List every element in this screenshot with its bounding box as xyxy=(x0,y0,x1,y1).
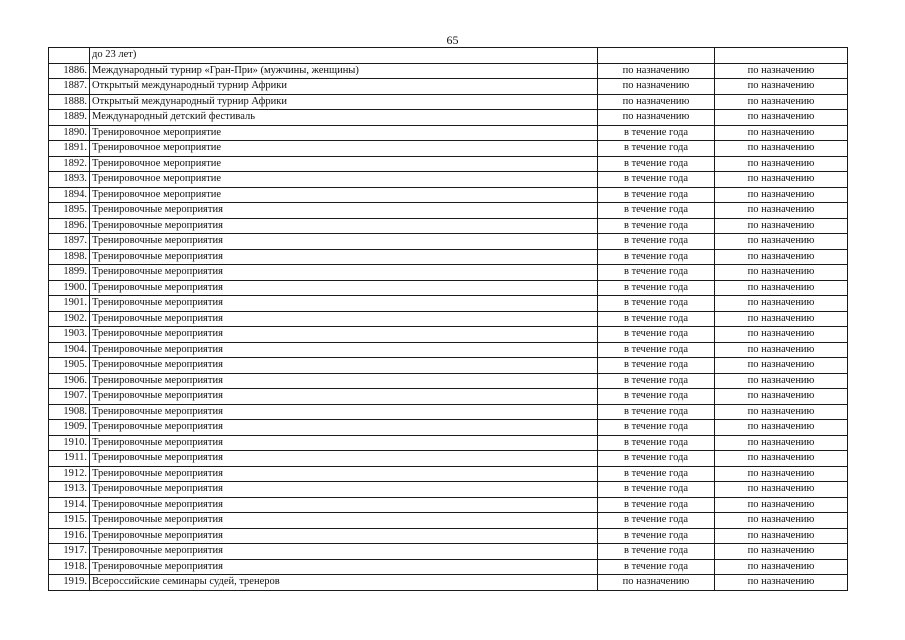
event-name-cell: Всероссийские семинары судей, тренеров xyxy=(90,575,598,591)
event-name-cell: Тренировочное мероприятие xyxy=(90,172,598,188)
event-name-cell: Международный детский фестиваль xyxy=(90,110,598,126)
row-number-cell: 1913. xyxy=(49,482,90,498)
row-number-cell: 1910. xyxy=(49,435,90,451)
event-place-cell: по назначению xyxy=(715,234,848,250)
event-name-cell: Тренировочные мероприятия xyxy=(90,435,598,451)
table-row xyxy=(49,544,848,560)
event-date-cell: в течение года xyxy=(598,358,715,374)
table-row xyxy=(49,249,848,265)
event-place-cell: по назначению xyxy=(715,79,848,95)
row-number-cell: 1903. xyxy=(49,327,90,343)
table-row xyxy=(49,575,848,591)
row-number-cell: 1889. xyxy=(49,110,90,126)
event-name-cell: Тренировочные мероприятия xyxy=(90,311,598,327)
event-place-cell: по назначению xyxy=(715,125,848,141)
event-name-cell: Международный турнир «Гран-При» (мужчины, женщины) xyxy=(90,63,598,79)
event-date-cell: по назначению xyxy=(598,575,715,591)
event-name-cell: Тренировочное мероприятие xyxy=(90,187,598,203)
table-row xyxy=(49,296,848,312)
event-date-cell: в течение года xyxy=(598,342,715,358)
row-number-cell: 1907. xyxy=(49,389,90,405)
event-date-cell: в течение года xyxy=(598,466,715,482)
event-place-cell: по назначению xyxy=(715,110,848,126)
row-number-cell: 1899. xyxy=(49,265,90,281)
event-date-cell: в течение года xyxy=(598,373,715,389)
row-number-cell: 1914. xyxy=(49,497,90,513)
event-date-cell: в течение года xyxy=(598,513,715,529)
table-row xyxy=(49,218,848,234)
event-name-cell: Тренировочные мероприятия xyxy=(90,327,598,343)
event-place-cell: по назначению xyxy=(715,482,848,498)
row-number-cell: 1916. xyxy=(49,528,90,544)
table-row xyxy=(49,373,848,389)
table-row xyxy=(49,327,848,343)
event-name-cell: Тренировочные мероприятия xyxy=(90,280,598,296)
table-row xyxy=(49,79,848,95)
row-number-cell: 1898. xyxy=(49,249,90,265)
event-date-cell: в течение года xyxy=(598,544,715,560)
event-place-cell: по назначению xyxy=(715,249,848,265)
table-row xyxy=(49,482,848,498)
row-number-cell: 1893. xyxy=(49,172,90,188)
event-date-cell: в течение года xyxy=(598,141,715,157)
event-place-cell: по назначению xyxy=(715,420,848,436)
table-row xyxy=(49,358,848,374)
event-place-cell: по назначению xyxy=(715,575,848,591)
table-row xyxy=(49,559,848,575)
row-number-cell: 1897. xyxy=(49,234,90,250)
event-place-cell: по назначению xyxy=(715,63,848,79)
table-row xyxy=(49,63,848,79)
table-row xyxy=(49,265,848,281)
event-place-cell: по назначению xyxy=(715,404,848,420)
table-row xyxy=(49,141,848,157)
event-name-cell: до 23 лет) xyxy=(90,48,598,64)
event-place-cell: по назначению xyxy=(715,141,848,157)
event-name-cell: Тренировочные мероприятия xyxy=(90,358,598,374)
table-row xyxy=(49,466,848,482)
table-row xyxy=(49,435,848,451)
event-place-cell: по назначению xyxy=(715,528,848,544)
event-date-cell: в течение года xyxy=(598,280,715,296)
event-place-cell: по назначению xyxy=(715,373,848,389)
event-name-cell: Тренировочное мероприятие xyxy=(90,156,598,172)
event-place-cell: по назначению xyxy=(715,311,848,327)
event-date-cell: в течение года xyxy=(598,528,715,544)
event-date-cell: по назначению xyxy=(598,79,715,95)
event-name-cell: Тренировочные мероприятия xyxy=(90,466,598,482)
event-date-cell: в течение года xyxy=(598,497,715,513)
event-date-cell: в течение года xyxy=(598,482,715,498)
event-date-cell: в течение года xyxy=(598,311,715,327)
event-date-cell: по назначению xyxy=(598,110,715,126)
event-place-cell: по назначению xyxy=(715,187,848,203)
event-place-cell: по назначению xyxy=(715,466,848,482)
event-date-cell: в течение года xyxy=(598,125,715,141)
row-number-cell xyxy=(49,48,90,64)
table-row xyxy=(49,497,848,513)
row-number-cell: 1908. xyxy=(49,404,90,420)
table-row xyxy=(49,404,848,420)
event-place-cell: по назначению xyxy=(715,203,848,219)
event-date-cell: в течение года xyxy=(598,451,715,467)
row-number-cell: 1900. xyxy=(49,280,90,296)
row-number-cell: 1894. xyxy=(49,187,90,203)
event-name-cell: Тренировочные мероприятия xyxy=(90,497,598,513)
event-date-cell: в течение года xyxy=(598,420,715,436)
row-number-cell: 1909. xyxy=(49,420,90,436)
event-date-cell: по назначению xyxy=(598,63,715,79)
event-date-cell: в течение года xyxy=(598,218,715,234)
table-row xyxy=(49,156,848,172)
row-number-cell: 1905. xyxy=(49,358,90,374)
event-date-cell: в течение года xyxy=(598,296,715,312)
event-date-cell: в течение года xyxy=(598,249,715,265)
event-name-cell: Тренировочные мероприятия xyxy=(90,265,598,281)
table-row xyxy=(49,110,848,126)
event-date-cell: в течение года xyxy=(598,203,715,219)
table-row xyxy=(49,528,848,544)
event-name-cell: Открытый международный турнир Африки xyxy=(90,94,598,110)
event-place-cell: по назначению xyxy=(715,544,848,560)
table-row xyxy=(49,420,848,436)
event-name-cell: Тренировочные мероприятия xyxy=(90,249,598,265)
event-place-cell: по назначению xyxy=(715,342,848,358)
events-table xyxy=(48,47,848,591)
event-place-cell: по назначению xyxy=(715,358,848,374)
event-name-cell: Тренировочное мероприятие xyxy=(90,125,598,141)
event-place-cell: по назначению xyxy=(715,94,848,110)
event-place-cell: по назначению xyxy=(715,218,848,234)
table-row-continuation xyxy=(49,48,848,64)
event-place-cell: по назначению xyxy=(715,389,848,405)
event-name-cell: Тренировочные мероприятия xyxy=(90,296,598,312)
event-date-cell: в течение года xyxy=(598,234,715,250)
event-place-cell: по назначению xyxy=(715,497,848,513)
event-name-cell: Тренировочные мероприятия xyxy=(90,544,598,560)
event-name-cell: Тренировочные мероприятия xyxy=(90,482,598,498)
event-date-cell xyxy=(598,48,715,64)
table-row xyxy=(49,234,848,250)
event-name-cell: Тренировочные мероприятия xyxy=(90,528,598,544)
row-number-cell: 1886. xyxy=(49,63,90,79)
event-place-cell: по назначению xyxy=(715,435,848,451)
row-number-cell: 1917. xyxy=(49,544,90,560)
event-place-cell: по назначению xyxy=(715,327,848,343)
row-number-cell: 1902. xyxy=(49,311,90,327)
table-row xyxy=(49,451,848,467)
event-date-cell: в течение года xyxy=(598,327,715,343)
event-name-cell: Тренировочные мероприятия xyxy=(90,404,598,420)
table-row xyxy=(49,187,848,203)
table-row xyxy=(49,280,848,296)
row-number-cell: 1904. xyxy=(49,342,90,358)
event-place-cell: по назначению xyxy=(715,451,848,467)
event-place-cell xyxy=(715,48,848,64)
table-row xyxy=(49,203,848,219)
row-number-cell: 1890. xyxy=(49,125,90,141)
event-name-cell: Открытый международный турнир Африки xyxy=(90,79,598,95)
event-place-cell: по назначению xyxy=(715,265,848,281)
row-number-cell: 1911. xyxy=(49,451,90,467)
table-row xyxy=(49,125,848,141)
event-name-cell: Тренировочные мероприятия xyxy=(90,373,598,389)
row-number-cell: 1892. xyxy=(49,156,90,172)
event-name-cell: Тренировочные мероприятия xyxy=(90,420,598,436)
event-place-cell: по назначению xyxy=(715,280,848,296)
event-date-cell: в течение года xyxy=(598,187,715,203)
event-place-cell: по назначению xyxy=(715,156,848,172)
row-number-cell: 1918. xyxy=(49,559,90,575)
event-date-cell: в течение года xyxy=(598,389,715,405)
table-row xyxy=(49,513,848,529)
event-date-cell: в течение года xyxy=(598,156,715,172)
row-number-cell: 1919. xyxy=(49,575,90,591)
table-row xyxy=(49,172,848,188)
row-number-cell: 1896. xyxy=(49,218,90,234)
event-place-cell: по назначению xyxy=(715,559,848,575)
event-name-cell: Тренировочные мероприятия xyxy=(90,451,598,467)
event-date-cell: по назначению xyxy=(598,94,715,110)
row-number-cell: 1915. xyxy=(49,513,90,529)
event-name-cell: Тренировочные мероприятия xyxy=(90,342,598,358)
event-place-cell: по назначению xyxy=(715,513,848,529)
event-date-cell: в течение года xyxy=(598,435,715,451)
event-date-cell: в течение года xyxy=(598,172,715,188)
event-name-cell: Тренировочные мероприятия xyxy=(90,218,598,234)
event-name-cell: Тренировочные мероприятия xyxy=(90,513,598,529)
row-number-cell: 1901. xyxy=(49,296,90,312)
event-date-cell: в течение года xyxy=(598,559,715,575)
event-name-cell: Тренировочное мероприятие xyxy=(90,141,598,157)
event-place-cell: по назначению xyxy=(715,296,848,312)
event-date-cell: в течение года xyxy=(598,265,715,281)
row-number-cell: 1895. xyxy=(49,203,90,219)
row-number-cell: 1906. xyxy=(49,373,90,389)
event-date-cell: в течение года xyxy=(598,404,715,420)
page-number: 65 xyxy=(446,33,459,47)
table-row xyxy=(49,342,848,358)
row-number-cell: 1887. xyxy=(49,79,90,95)
table-row xyxy=(49,94,848,110)
row-number-cell: 1888. xyxy=(49,94,90,110)
table-row xyxy=(49,311,848,327)
event-name-cell: Тренировочные мероприятия xyxy=(90,234,598,250)
row-number-cell: 1912. xyxy=(49,466,90,482)
event-name-cell: Тренировочные мероприятия xyxy=(90,203,598,219)
row-number-cell: 1891. xyxy=(49,141,90,157)
event-place-cell: по назначению xyxy=(715,172,848,188)
events-table-body xyxy=(49,48,848,591)
event-name-cell: Тренировочные мероприятия xyxy=(90,389,598,405)
table-row xyxy=(49,389,848,405)
event-name-cell: Тренировочные мероприятия xyxy=(90,559,598,575)
